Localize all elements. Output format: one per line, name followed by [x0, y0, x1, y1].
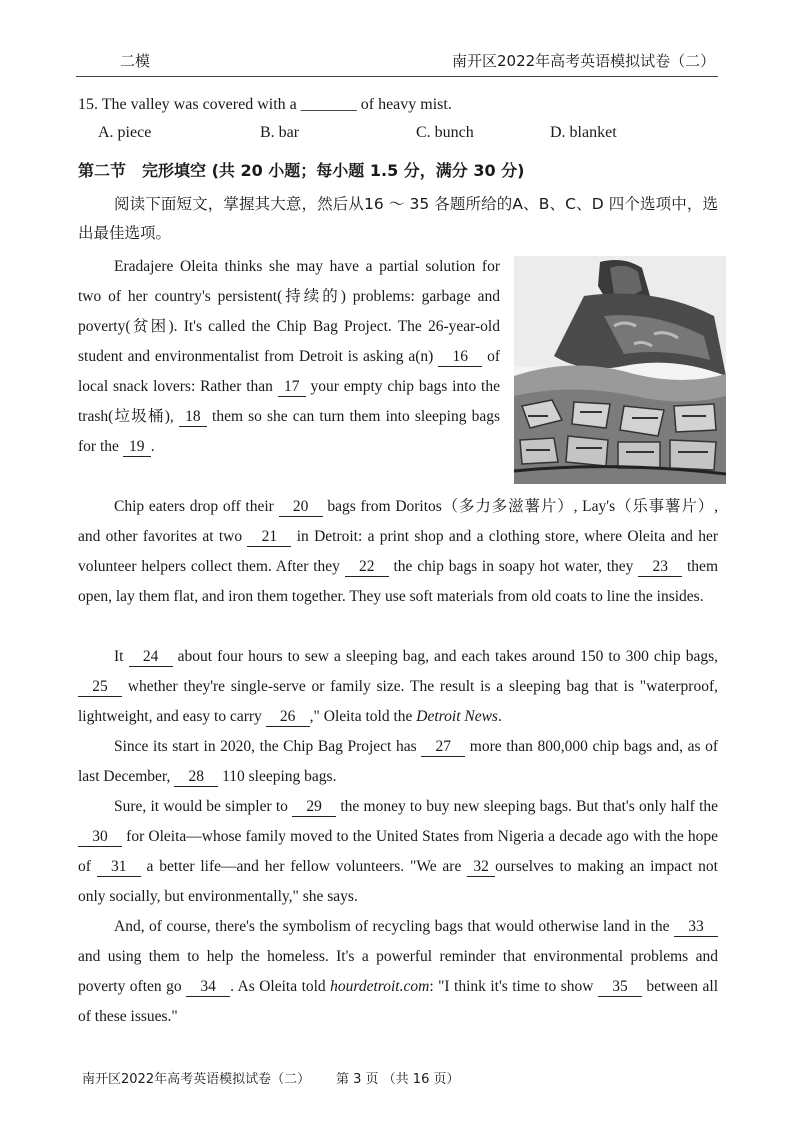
section-title: 第二节 完形填空 (共 20 小题；每小题 1.5 分，满分 30 分)	[78, 161, 525, 180]
blank-18: 18	[179, 408, 207, 427]
blank-29: 29	[292, 798, 336, 817]
p4-text-3: 110 sleeping bags.	[218, 768, 337, 785]
blank-23: 23	[638, 558, 682, 577]
passage-paragraph-2	[78, 492, 718, 612]
passage-paragraph-3	[78, 642, 718, 732]
footer-title: 南开区2022年高考英语模拟试卷（二）	[82, 1072, 311, 1087]
blank-16: 16	[438, 348, 482, 367]
p3-text-3: whether they're single-serve or family size. The result is a sleeping bag that is "waterproof, lightweight, and easy to carry	[78, 678, 718, 725]
blank-26: 26	[266, 708, 310, 727]
p1-text-5: .	[150, 438, 155, 455]
p6-text-2: and using them to help the homeless. It's a powerful reminder that environmental problems and poverty often go	[78, 948, 718, 995]
passage-paragraph-4	[78, 732, 718, 792]
p1-text-4: them so she can turn them into sleeping bags for the	[78, 408, 501, 455]
p6-text-4: : "I think it's time to show	[429, 978, 598, 995]
p2-text-5: them open, lay them flat, and iron them together. They use soft materials from old coats to line the insides.	[78, 558, 718, 605]
option-b: B. bar	[260, 124, 300, 141]
sleeping-bag-illustration	[514, 256, 726, 484]
blank-30: 30	[78, 828, 122, 847]
passage-paragraph-1	[78, 252, 500, 462]
p1-text-2: of local snack lovers: Rather than	[78, 348, 500, 395]
p4-text-1: Since its start in 2020, the Chip Bag Project has	[114, 738, 422, 755]
blank-34: 34	[186, 978, 230, 997]
header-left: 二模	[120, 52, 151, 70]
passage-paragraph-6	[78, 912, 718, 1032]
blank-20: 20	[279, 498, 323, 517]
p5-text-5: ourselves to making an impact not only socially, but environmentally," she says.	[78, 858, 718, 905]
p6-text-1: And, of course, there's the symbolism of recycling bags that would otherwise land in the	[114, 918, 674, 935]
question-15: 15. The valley was covered with a _______ of heavy mist.	[78, 96, 452, 113]
blank-32: 32	[467, 858, 495, 877]
p2-text-1: Chip eaters drop off their	[114, 498, 279, 515]
p5-text-3: for Oleita—whose family moved to the United States from Nigeria a decade ago with the hope of	[78, 828, 718, 875]
article-illustration	[514, 256, 726, 484]
blank-24: 24	[129, 648, 173, 667]
blank-21: 21	[247, 528, 291, 547]
blank-35: 35	[598, 978, 642, 997]
blank-33: 33	[674, 918, 718, 937]
p6-source: hourdetroit.com	[330, 978, 430, 995]
p3-text-4: ," Oleita told the	[309, 708, 417, 725]
p5-text-1: Sure, it would be simpler to	[114, 798, 293, 815]
p2-text-2: bags from Doritos（多力多滋薯片）, Lay's（乐事薯片）, and other favorites at two	[78, 498, 718, 545]
option-c: C. bunch	[416, 124, 474, 141]
p5-text-2: the money to buy new sleeping bags. But that's only half the	[336, 798, 718, 815]
blank-17: 17	[278, 378, 306, 397]
blank-27: 27	[421, 738, 465, 757]
blank-28: 28	[174, 768, 218, 787]
p3-text-1: It	[114, 648, 129, 665]
passage-paragraph-5	[78, 792, 718, 912]
p2-text-4: the chip bags in soapy hot water, they	[388, 558, 639, 575]
option-d: D. blanket	[550, 124, 617, 141]
header-rule	[76, 76, 718, 77]
p6-text-5: between all of these issues."	[78, 978, 718, 1025]
p5-text-4: a better life—and her fellow volunteers. "We are	[140, 858, 468, 875]
p3-source: Detroit News	[416, 708, 498, 725]
blank-31: 31	[97, 858, 141, 877]
blank-19: 19	[123, 438, 151, 457]
p3-text-2: about four hours to sew a sleeping bag, and each takes around 150 to 300 chip bags,	[172, 648, 718, 665]
p4-text-2: more than 800,000 chip bags and, as of last December,	[78, 738, 718, 785]
p2-text-3: in Detroit: a print shop and a clothing store, where Oleita and her volunteer helpers collect them. After they	[78, 528, 718, 575]
header-right: 南开区2022年高考英语模拟试卷（二）	[452, 52, 716, 70]
footer-page-number: 第 3 页 （共 16 页）	[336, 1072, 460, 1087]
section-instruction: 阅读下面短文，掌握其大意，然后从16 ～ 35 各题所给的A、B、C、D 四个选项中，选出最佳选项。	[78, 195, 718, 242]
p1-text-1: Eradajere Oleita thinks she may have a partial solution for two of her country's persistent(持续的) problems: garbage and poverty(贫困). It's called the Chip Bag Project. The 26-year-old student and environmentalist from Detroit is asking a(n)	[78, 258, 500, 365]
blank-22: 22	[345, 558, 389, 577]
blank-25: 25	[78, 678, 122, 697]
p3-text-5: .	[497, 708, 502, 725]
p1-text-3: your empty chip bags into the trash(垃圾桶),	[78, 378, 500, 425]
option-a: A. piece	[98, 124, 152, 141]
p6-text-3: . As Oleita told	[230, 978, 331, 995]
